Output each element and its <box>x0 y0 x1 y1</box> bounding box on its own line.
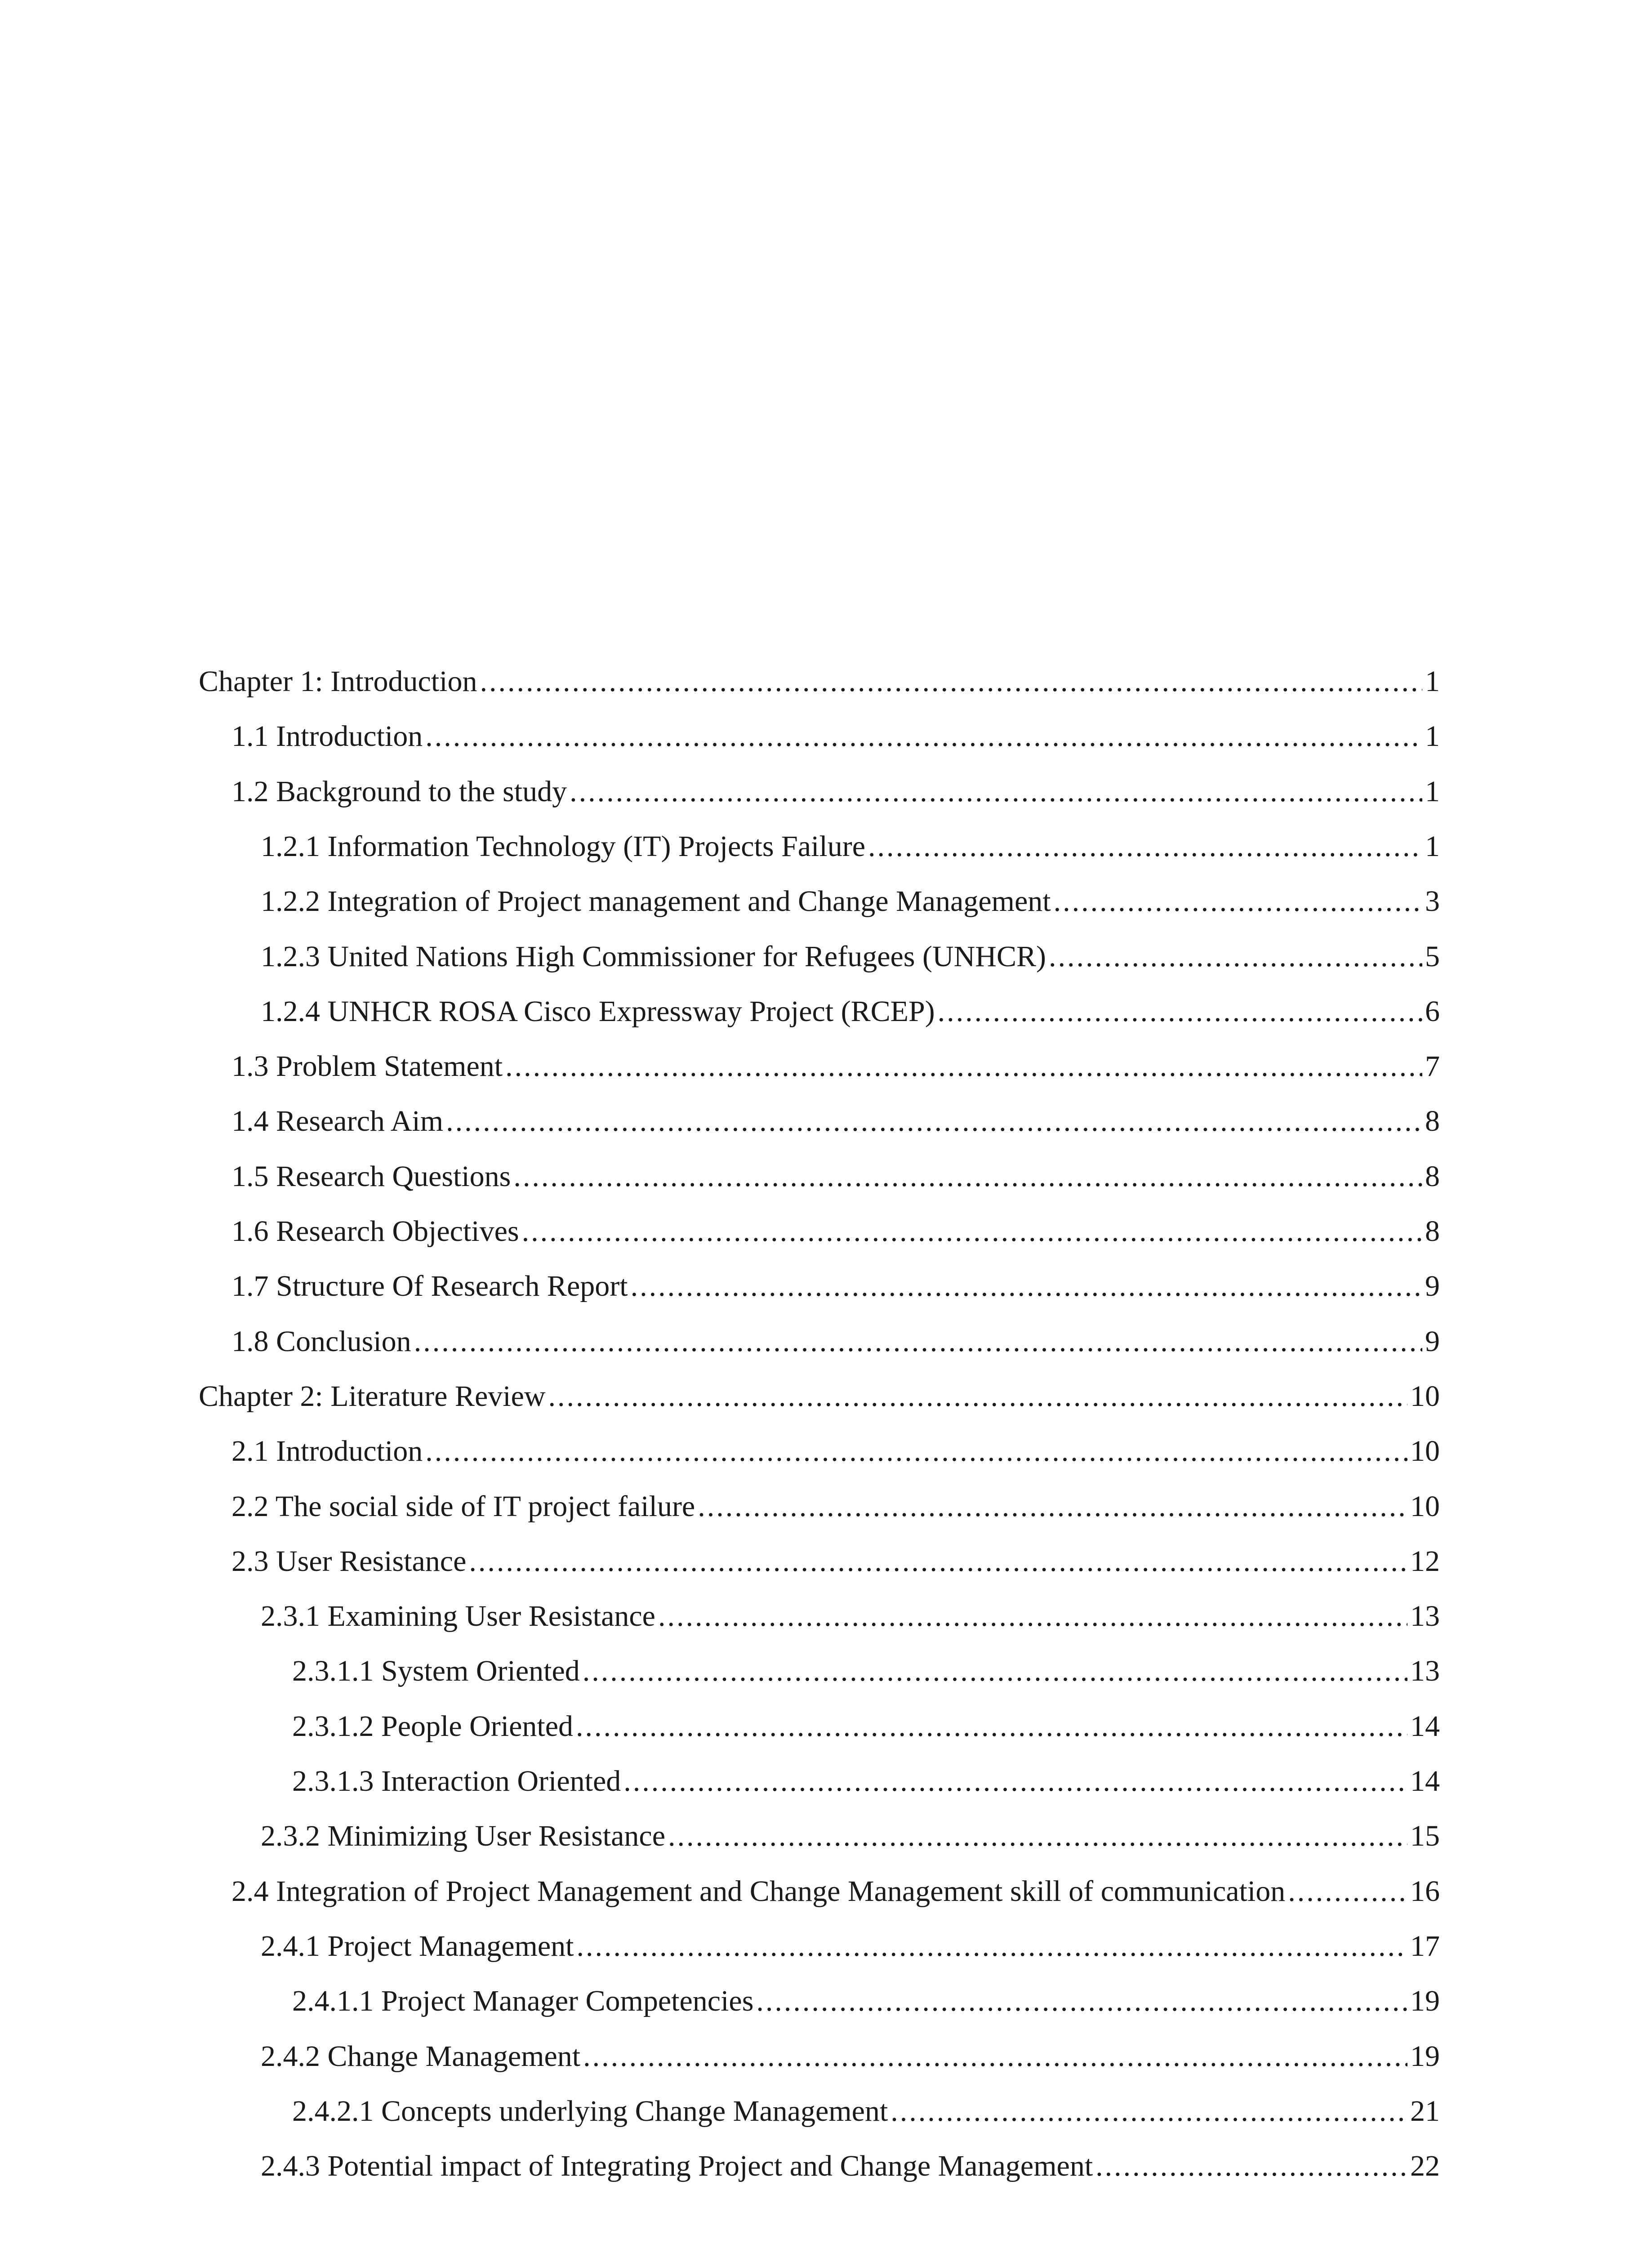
toc-entry-title: 1.8 Conclusion <box>232 1325 411 1358</box>
toc-entry[interactable] <box>232 1314 1440 1369</box>
toc-entry-title: 2.3.1.1 System Oriented <box>292 1655 580 1687</box>
toc-entry[interactable] <box>232 1204 1440 1259</box>
toc-dot-leader <box>756 1974 1407 2029</box>
toc-dot-leader <box>548 1369 1407 1424</box>
toc-dot-leader <box>513 1149 1422 1204</box>
toc-dot-leader <box>668 1809 1407 1864</box>
toc-dot-leader <box>570 764 1422 819</box>
toc-entry-page-number: 14 <box>1410 1710 1440 1743</box>
toc-dot-leader <box>1054 874 1422 929</box>
toc-entry[interactable] <box>261 2029 1440 2084</box>
toc-entry-page-number: 9 <box>1425 1325 1440 1358</box>
toc-dot-leader <box>469 1534 1407 1589</box>
toc-dot-leader <box>1095 2139 1407 2194</box>
toc-entry-title: 1.4 Research Aim <box>232 1105 444 1137</box>
toc-dot-leader <box>583 2029 1407 2084</box>
toc-dot-leader <box>576 1699 1407 1754</box>
toc-entry[interactable] <box>232 1094 1440 1149</box>
toc-entry[interactable] <box>261 1919 1440 1974</box>
toc-entry[interactable] <box>261 1589 1440 1644</box>
toc-dot-leader <box>891 2084 1407 2139</box>
toc-entry-title: 2.4.2.1 Concepts underlying Change Management <box>292 2095 888 2128</box>
toc-entry-title: Chapter 1: Introduction <box>199 665 477 698</box>
toc-entry-title: 1.2.2 Integration of Project management and Change Management <box>261 885 1051 918</box>
toc-entry[interactable] <box>232 1149 1440 1204</box>
toc-entry-page-number: 1 <box>1425 665 1440 698</box>
toc-entry[interactable] <box>232 764 1440 819</box>
toc-entry-title: 1.2.3 United Nations High Commissioner for Refugees (UNHCR) <box>261 940 1046 973</box>
toc-dot-leader <box>414 1314 1422 1369</box>
toc-entry-page-number: 12 <box>1410 1545 1440 1578</box>
toc-entry-page-number: 3 <box>1425 885 1440 918</box>
toc-entry-title: 2.3.2 Minimizing User Resistance <box>261 1820 666 1852</box>
toc-entry[interactable] <box>261 2139 1440 2194</box>
toc-entry-page-number: 6 <box>1425 995 1440 1028</box>
toc-entry-page-number: 13 <box>1410 1600 1440 1632</box>
toc-entry-title: Chapter 2: Literature Review <box>199 1380 546 1413</box>
toc-entry[interactable] <box>261 1809 1440 1864</box>
toc-entry[interactable] <box>261 984 1440 1039</box>
toc-dot-leader <box>938 984 1422 1039</box>
toc-entry-page-number: 5 <box>1425 940 1440 973</box>
toc-entry-page-number: 13 <box>1410 1655 1440 1687</box>
toc-dot-leader <box>576 1919 1407 1974</box>
toc-entry-title: 2.3.1 Examining User Resistance <box>261 1600 655 1632</box>
toc-entry-page-number: 21 <box>1410 2095 1440 2128</box>
toc-entry-title: 2.4.1.1 Project Manager Competencies <box>292 1985 754 2017</box>
toc-entry-page-number: 16 <box>1410 1875 1440 1908</box>
toc-entry-page-number: 1 <box>1425 720 1440 753</box>
toc-dot-leader <box>1288 1864 1407 1919</box>
toc-dot-leader <box>522 1204 1422 1259</box>
toc-entry[interactable] <box>261 819 1440 874</box>
toc-dot-leader <box>425 1424 1407 1479</box>
toc-entry[interactable] <box>292 1699 1440 1754</box>
toc-entry-title: 2.4 Integration of Project Management and Change Management skill of communication <box>232 1875 1286 1908</box>
toc-entry[interactable] <box>261 874 1440 929</box>
toc-dot-leader <box>658 1589 1407 1644</box>
toc-entry-title: 2.4.1 Project Management <box>261 1930 574 1963</box>
toc-entry[interactable] <box>232 1039 1440 1094</box>
toc-entry-title: 2.4.3 Potential impact of Integrating Project and Change Management <box>261 2150 1093 2182</box>
toc-entry-page-number: 7 <box>1425 1050 1440 1083</box>
toc-dot-leader <box>631 1259 1422 1314</box>
toc-entry-title: 2.1 Introduction <box>232 1435 423 1467</box>
toc-entry-title: 1.5 Research Questions <box>232 1160 511 1193</box>
toc-entry-title: 1.7 Structure Of Research Report <box>232 1270 628 1302</box>
toc-dot-leader <box>425 709 1422 764</box>
toc-dot-leader <box>583 1644 1407 1699</box>
toc-entry-page-number: 10 <box>1410 1380 1440 1413</box>
toc-dot-leader <box>868 819 1422 874</box>
toc-entry-page-number: 9 <box>1425 1270 1440 1302</box>
toc-dot-leader <box>1049 929 1422 984</box>
toc-entry-page-number: 10 <box>1410 1435 1440 1467</box>
toc-entry-title: 1.2.4 UNHCR ROSA Cisco Expressway Project (RCEP) <box>261 995 935 1028</box>
toc-entry-page-number: 8 <box>1425 1105 1440 1137</box>
toc-entry-title: 2.3.1.2 People Oriented <box>292 1710 574 1743</box>
toc-entry[interactable] <box>261 929 1440 984</box>
toc-entry-page-number: 14 <box>1410 1765 1440 1798</box>
toc-entry[interactable] <box>292 1974 1440 2029</box>
toc-entry-page-number: 1 <box>1425 775 1440 808</box>
toc-entry[interactable] <box>292 2084 1440 2139</box>
toc-entry[interactable] <box>292 1754 1440 1809</box>
toc-entry-title: 1.2 Background to the study <box>232 775 567 808</box>
toc-entry-title: 1.3 Problem Statement <box>232 1050 503 1083</box>
toc-entry-page-number: 1 <box>1425 830 1440 863</box>
toc-entry-title: 1.2.1 Information Technology (IT) Projects Failure <box>261 830 866 863</box>
toc-entry[interactable] <box>199 1369 1440 1424</box>
toc-entry-title: 2.2 The social side of IT project failure <box>232 1490 695 1523</box>
toc-entry-title: 2.4.2 Change Management <box>261 2040 581 2073</box>
toc-entry-page-number: 19 <box>1410 2040 1440 2073</box>
toc-entry-title: 1.1 Introduction <box>232 720 423 753</box>
toc-dot-leader <box>623 1754 1407 1809</box>
toc-entry-title: 2.3.1.3 Interaction Oriented <box>292 1765 621 1798</box>
toc-entry[interactable] <box>232 1259 1440 1314</box>
toc-entry[interactable] <box>199 654 1440 709</box>
toc-dot-leader <box>505 1039 1422 1094</box>
toc-entry[interactable] <box>232 1424 1440 1479</box>
toc-dot-leader <box>446 1094 1422 1149</box>
toc-entry-page-number: 8 <box>1425 1160 1440 1193</box>
toc-entry[interactable] <box>232 1479 1440 1534</box>
toc-entry-title: 2.3 User Resistance <box>232 1545 467 1578</box>
toc-entry-page-number: 22 <box>1410 2150 1440 2182</box>
toc-dot-leader <box>480 654 1422 709</box>
toc-entry[interactable] <box>232 1864 1440 1919</box>
toc-entry-title: 1.6 Research Objectives <box>232 1215 519 1248</box>
toc-dot-leader <box>698 1479 1407 1534</box>
toc-entry[interactable] <box>232 1534 1440 1589</box>
toc-entry-page-number: 8 <box>1425 1215 1440 1248</box>
toc-entry-page-number: 15 <box>1410 1820 1440 1852</box>
toc-entry-page-number: 10 <box>1410 1490 1440 1523</box>
toc-entry-page-number: 19 <box>1410 1985 1440 2017</box>
toc-entry[interactable] <box>232 709 1440 764</box>
toc-entry-page-number: 17 <box>1410 1930 1440 1963</box>
toc-entry[interactable] <box>292 1644 1440 1699</box>
